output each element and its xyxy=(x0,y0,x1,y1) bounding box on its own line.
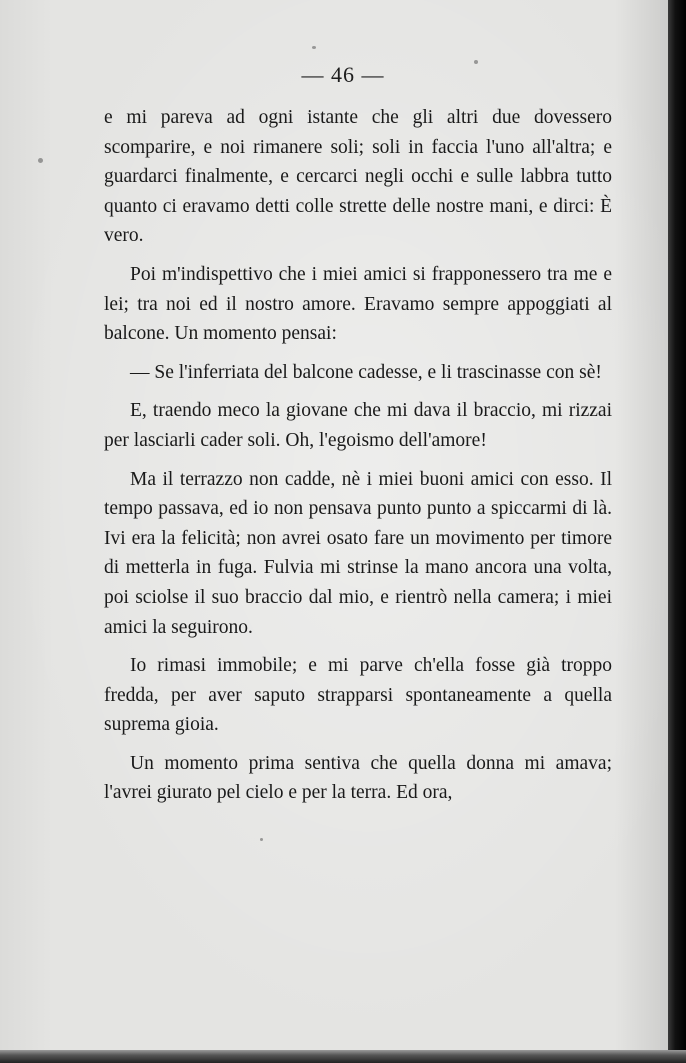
ink-speck xyxy=(260,838,263,841)
paragraph: — Se l'inferriata del balcone cadesse, e li trascinasse con sè! xyxy=(130,361,602,383)
paragraph: Un momento prima sentiva che quella donna mi amava; l'avrei giurato pel cielo e per la terra. Ed ora, xyxy=(104,752,612,804)
book-spine-shadow xyxy=(668,0,686,1063)
paragraph: E, traendo meco la giovane che mi dava il braccio, mi rizzai per lasciarli cader soli. Oh, l'egoismo dell'amore! xyxy=(104,400,612,451)
paragraph: Poi m'indispettivo che i miei amici si frapponessero tra me e lei; tra noi ed il nostro amore. Eravamo sempre appoggiati al balcone. Un momento pensai: xyxy=(104,263,612,345)
paragraph: e mi pareva ad ogni istante che gli altri due dovessero scomparire, e noi rimanere soli; soli in faccia l'uno all'altra; e guardarci finalmente, e cercarci negli occhi e sulle labbra tutto quanto ci eravamo detti colle strette delle nostre mani, e dirci: È vero. xyxy=(104,107,612,247)
page-bottom-edge xyxy=(0,1050,686,1063)
ink-speck xyxy=(38,158,43,163)
page-number: — 46 — xyxy=(301,62,385,87)
ink-speck xyxy=(312,46,316,49)
paragraph: Io rimasi immobile; e mi parve ch'ella fosse già troppo fredda, per aver saputo strapparsi spontaneamente a quella suprema gioia. xyxy=(104,655,612,736)
page-text xyxy=(104,103,612,817)
paragraph: Ma il terrazzo non cadde, nè i miei buoni amici con esso. Il tempo passava, ed io non pensava punto punto a spiccarmi di là. Ivi era la felicità; non avrei osato fare un movimento per timore di metterla in fuga. Fulvia mi strinse la mano ancora una volta, poi sciolse il suo braccio dal mio, e rientrò nella camera; i miei amici la seguirono. xyxy=(104,468,612,638)
